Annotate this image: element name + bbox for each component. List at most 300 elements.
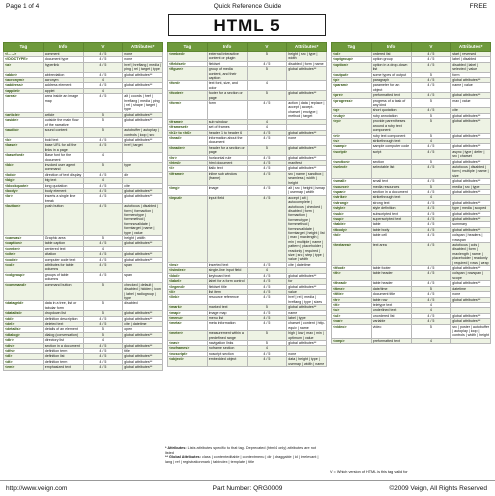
cell-tag: <h1> to <h6> [168, 130, 208, 135]
cell-v: 4 / 5 [83, 257, 123, 262]
cell-v: 5 [83, 112, 123, 117]
cell-attrs: cite | datetime [287, 262, 327, 267]
cell-info: fieldset [207, 61, 247, 66]
cell-v: 4 / 5 [83, 188, 123, 193]
cell-tag: <link> [168, 295, 208, 305]
cell-info: progress of a task of any kind [371, 98, 411, 108]
cell-info: short quotation [371, 108, 411, 113]
cell-tag: <!DOCTYPE> [4, 57, 44, 62]
cell-v: 5 [411, 133, 451, 138]
cell-attrs: global attributes** [451, 319, 491, 324]
cell-v: 4 / 5 [83, 137, 123, 142]
cell-attrs: form [451, 72, 491, 77]
cell-tag: <table> [332, 222, 372, 227]
cell-attrs: global attributes** [123, 137, 163, 142]
cell-v: 4 [247, 268, 287, 273]
cell-v: 4 / 5 [247, 321, 287, 331]
cell-v: 5 [411, 184, 451, 189]
column-header-attributes: Attributes* [287, 43, 327, 52]
cell-v: 4 [411, 302, 451, 307]
cell-tag: <title> [332, 292, 372, 297]
cell-info: noscript section [207, 351, 247, 356]
cell-info: form [207, 101, 247, 120]
cell-v: 4 / 5 [83, 272, 123, 282]
cell-tag: <bb> [4, 162, 44, 172]
cell-attrs: value [287, 289, 327, 294]
cell-info: definition term [43, 348, 83, 353]
cell-tag: <li> [168, 289, 208, 294]
cell-info: horizontal rule [207, 155, 247, 160]
table-row [4, 282, 163, 301]
cell-tag: <datalist> [4, 311, 44, 316]
cell-attrs: global attributes** [123, 241, 163, 246]
table-row [4, 301, 163, 311]
copyright: ©2009 Veign, All Rights Reserved [389, 485, 487, 492]
cell-v: 5 [83, 327, 123, 332]
cell-v: 4 / 5 [411, 271, 451, 281]
cell-tag: <tr> [332, 297, 372, 302]
cell-v: 5 [83, 128, 123, 138]
table-row [332, 98, 491, 108]
global-note-label: ** Global Attributes: [165, 455, 201, 460]
cell-v: 4 / 5 [83, 83, 123, 88]
cell-attrs: media | src | type [451, 184, 491, 189]
cell-tag: <object> [168, 357, 208, 367]
cell-info: text area [371, 243, 411, 266]
cell-attrs: autobuffer | autoplay | controls | loop | src [123, 128, 163, 138]
cell-v: 4 / 5 [247, 130, 287, 135]
cell-attrs: none [451, 292, 491, 297]
cell-attrs: data | height | type | usemap | width | name [287, 357, 327, 367]
reference-column-1 [3, 42, 163, 371]
cell-v: 4 / 5 [247, 279, 287, 284]
cell-info: document type [43, 57, 83, 62]
cell-tag: <em> [4, 365, 44, 370]
cell-tag: <progress> [332, 98, 372, 108]
cell-v: 4 [83, 246, 123, 251]
cell-attrs: none [287, 135, 327, 145]
cell-attrs: action | data | replace | accept | accept-charset | enctype | method | target [287, 101, 327, 120]
table-row [168, 295, 327, 305]
cell-tag: <code> [4, 257, 44, 262]
cell-tag: <s> [332, 138, 372, 143]
cell-tag: <q> [332, 108, 372, 113]
cell-tag: <acronym> [4, 78, 44, 83]
table-row [168, 67, 327, 81]
column-header-info: Info [371, 43, 411, 52]
cell-attrs: global attributes** [451, 217, 491, 222]
cell-tag: <a> [4, 62, 44, 72]
cell-tag: <body> [4, 188, 44, 193]
cell-tag: <html> [168, 160, 208, 165]
cell-tag: <map> [168, 310, 208, 315]
cell-attrs: global attributes** [287, 67, 327, 81]
cell-tag: <noframes> [168, 346, 208, 351]
cell-tag: <dir> [4, 338, 44, 343]
cell-tag: <script> [332, 149, 372, 159]
table-row [332, 149, 491, 159]
cell-tag: <source> [332, 184, 372, 189]
cell-info: external interactive content or plugin [207, 52, 247, 62]
cell-v: 4 [247, 125, 287, 130]
cell-info: base URL for all the links in a page [43, 143, 83, 153]
cell-v: 4 / 5 [247, 262, 287, 267]
cell-tag: <isindex> [168, 268, 208, 273]
cell-v: 4 / 5 [411, 292, 451, 297]
cell-info: noframe section [207, 346, 247, 351]
cell-attrs: async | type | defer | src | charset [451, 149, 491, 159]
cell-v: 4 / 5 [411, 319, 451, 324]
cell-v: 4 / 5 [411, 164, 451, 178]
cell-info: set of frames [207, 125, 247, 130]
cell-info: measurement within a predefined range [207, 331, 247, 341]
table-row [4, 162, 163, 172]
cell-tag: <i> [168, 166, 208, 171]
footer-url[interactable]: http://www.veign.com [6, 485, 68, 492]
cell-attrs: type [123, 162, 163, 172]
cell-attrs: global attributes** [287, 130, 327, 135]
cell-attrs: href | rel | media | hreflang | type | sizes [287, 295, 327, 305]
cell-v: 4 / 5 [411, 313, 451, 318]
cell-info: label for a form control [207, 279, 247, 284]
cell-attrs: height | width [123, 236, 163, 241]
cell-info: push button [43, 204, 83, 236]
cell-attrs: autofocus | disabled | form | formaction | formenctype | formmethod | formnovalidate | formtarget | name | type | value [123, 204, 163, 236]
cell-v: 5 [247, 67, 287, 81]
cell-info: table cell [371, 233, 411, 243]
cell-attrs: alt | src | height | ismap | usemap | width [288, 185, 326, 195]
table-row [4, 272, 163, 282]
cell-attrs: global attributes** [287, 166, 327, 171]
cell-v: 4 / 5 [411, 200, 451, 205]
column-header-info: Info [207, 43, 247, 52]
version-legend: V = Which version of HTML is this tag valid for [330, 470, 408, 474]
cell-tag: <u> [332, 308, 372, 313]
table-row [332, 233, 491, 243]
cell-tag: <blockquote> [4, 183, 44, 188]
cell-tag: <dfn> [4, 348, 44, 353]
cell-attrs: global attributes** [451, 93, 491, 98]
cell-info: variable [371, 319, 411, 324]
cell-info: text font, size, and color [207, 81, 247, 91]
cell-v: 4 / 5 [83, 241, 123, 246]
cell-info: selectable list [371, 164, 411, 178]
cell-attrs: colspan | rowspan | scope [451, 271, 491, 281]
cell-v: 5 [83, 162, 123, 172]
cell-v: 4 / 5 [247, 289, 287, 294]
cell-attrs: disabled | label | selected | value [451, 62, 491, 72]
cell-info: acronym [43, 78, 83, 83]
cell-v: 4 / 5 [247, 155, 287, 160]
part-number: Part Number: QRG0009 [212, 485, 283, 492]
cell-tag: <img> [168, 185, 208, 195]
cell-attrs: disabled | form | name [287, 61, 327, 66]
cell-v: 4 / 5 [411, 78, 451, 83]
cell-attrs: global attributes** [287, 340, 327, 345]
cell-info: list item [207, 289, 247, 294]
cell-tag: <video> [332, 324, 372, 338]
cell-tag: <audio> [4, 128, 44, 138]
cell-info: ordered list [371, 52, 411, 57]
cell-v: 4 / 5 [83, 183, 123, 188]
cell-info: definition list [43, 354, 83, 359]
tag-table [167, 42, 327, 367]
cell-tag: <ruby> [332, 113, 372, 118]
cell-info: some types of output [371, 72, 411, 77]
cell-tag: <canvas> [4, 236, 44, 241]
attributes-note: Lists attributes specific to that tag. Deprecated (html4 only) attributes are not listed [165, 446, 316, 455]
table-row [4, 118, 163, 128]
cell-attrs [287, 81, 327, 91]
cell-attrs: global attributes** [287, 305, 327, 310]
cell-v: 5 [83, 282, 123, 301]
cell-info: directory list [43, 338, 83, 343]
table-row [168, 357, 327, 367]
cell-tag: <kbd> [168, 273, 208, 278]
cell-v: 4 [83, 338, 123, 343]
cell-info: group of media content, and their caption [207, 67, 247, 81]
attributes-note-label: * Attributes: [165, 446, 187, 450]
cell-attrs: global attributes** [287, 273, 327, 278]
cell-attrs: global attributes** [123, 72, 163, 77]
cell-info: resource reference [207, 295, 247, 305]
cell-v: 4 / 5 [83, 52, 123, 57]
cell-tag: <area> [4, 94, 44, 113]
cell-v: 4 / 5 [247, 351, 287, 356]
cell-info: script [371, 149, 411, 159]
cell-attrs: global attributes** [451, 113, 491, 118]
cell-tag: <article> [4, 112, 44, 117]
cell-tag: <option> [332, 62, 372, 72]
table-row [168, 171, 327, 185]
table-row [4, 143, 163, 153]
cell-info: image [207, 185, 247, 195]
cell-v: 4 / 5 [411, 179, 451, 184]
cell-attrs: height | src | type | width [287, 52, 327, 62]
cell-tag: <bdo> [4, 172, 44, 177]
column-header-tag: Tag [4, 43, 44, 52]
cell-tag: <abbr> [4, 72, 44, 77]
cell-info: header for a section or page [207, 145, 247, 155]
table-row [4, 204, 163, 236]
table-row [168, 135, 327, 145]
cell-tag: <samp> [332, 144, 372, 149]
cell-v: 4 / 5 [83, 316, 123, 321]
cell-attrs: global attributes** [287, 145, 327, 155]
cell-tag: <caption> [4, 241, 44, 246]
column-header-info: Info [43, 43, 83, 52]
cell-v: 4 / 5 [83, 72, 123, 77]
column-header-tag: Tag [332, 43, 372, 52]
table-row [4, 94, 163, 113]
table-row [4, 153, 163, 163]
cell-tag: <input> [168, 195, 208, 262]
tag-table [331, 42, 491, 344]
page-indicator: Page 1 of 4 [6, 3, 40, 10]
cell-v: 4 / 5 [83, 263, 123, 273]
table-row [4, 365, 163, 370]
cell-tag: <rp> [332, 119, 372, 133]
cell-tag: <button> [4, 204, 44, 236]
cell-v: 5 [411, 286, 451, 291]
cell-v: 5 [83, 311, 123, 316]
cell-tag: <select> [332, 164, 372, 178]
cell-tag: <br> [4, 194, 44, 204]
cell-info: abbreviation [43, 72, 83, 77]
cell-info: details of an element [43, 327, 83, 332]
cell-attrs: manifest [287, 160, 327, 165]
cell-attrs: label | disabled [451, 57, 491, 62]
cell-tag: <menu> [168, 315, 208, 320]
cell-v: 4 / 5 [411, 227, 451, 232]
cell-tag: <div> [4, 343, 44, 348]
cell-info: video [371, 324, 411, 338]
cell-tag: <optgroup> [332, 57, 372, 62]
cell-attrs: autofocus | disabled | form | multiple | name | size [452, 164, 489, 178]
cell-info: teletype text [371, 302, 411, 307]
cell-v: 5 [411, 119, 451, 133]
cell-attrs: name | value [451, 83, 491, 93]
cell-info: groups of table columns [43, 272, 83, 282]
cell-v: 4 / 5 [411, 206, 451, 211]
cell-attrs: cite | datetime [123, 321, 163, 326]
cell-attrs: disabled [123, 301, 163, 311]
cell-tag: <mark> [168, 305, 208, 310]
cell-v: 4 / 5 [411, 108, 451, 113]
cell-tag: <legend> [168, 284, 208, 289]
cell-info: table header [371, 281, 411, 286]
cell-tag: <dialog> [4, 332, 44, 337]
cell-v: 4 / 5 [247, 310, 287, 315]
cell-tag: <time> [332, 286, 372, 291]
cell-v: 4 / 5 [411, 52, 451, 57]
cell-tag: <meter> [168, 331, 208, 341]
cell-v: 4 / 5 [411, 144, 451, 149]
cell-v: 4 / 5 [83, 365, 123, 370]
cell-attrs: href | hreflang | media | ping | rel | target | type [124, 62, 162, 72]
reference-column-3 [331, 42, 491, 344]
cell-v: 4 / 5 [411, 266, 451, 271]
cell-tag: <command> [4, 282, 44, 301]
cell-tag: <span> [332, 189, 372, 194]
table-row [332, 62, 491, 72]
cell-attrs: global attributes** [123, 112, 163, 117]
cell-v: 4 / 5 [83, 359, 123, 364]
cell-v: 4 / 5 [247, 273, 287, 278]
cell-v: 4 / 5 [83, 57, 123, 62]
table-row [332, 119, 491, 133]
cell-attrs: charset | content | http-equiv | name [288, 321, 325, 330]
cell-attrs: none [123, 52, 163, 57]
cell-v: 4 / 5 [411, 62, 451, 72]
cell-v: 4 / 5 [411, 233, 451, 243]
cell-attrs: start | reversed [451, 52, 491, 57]
cell-attrs: href | target [123, 143, 163, 153]
cell-v: 4 / 5 [83, 252, 123, 257]
cell-v: 4 / 5 [411, 93, 451, 98]
cell-info: computer code text [43, 257, 83, 262]
cell-tag: <fieldset> [168, 61, 208, 66]
cell-info: table footer [371, 266, 411, 271]
cell-info: provide parentheses around a ruby text component [371, 119, 411, 133]
cell-attrs: max | value [451, 98, 491, 108]
cell-attrs: alt | coords | href | hreflang | media | ping | rel | shape | target | type [123, 94, 163, 113]
cell-info: inserts a single line break [43, 194, 83, 204]
cell-attrs: global attributes** [123, 332, 163, 337]
cell-info: sub window [207, 119, 247, 124]
cell-info: fieldset title [207, 284, 247, 289]
cell-info: emphasized text [43, 365, 83, 370]
cell-tag: <sup> [332, 217, 372, 222]
cell-tag: <figure> [168, 67, 208, 81]
cell-info: area inside an image map [43, 94, 83, 113]
cell-attrs: src | name | sandbox | seamless | width | height [287, 171, 327, 185]
reference-column-2 [167, 42, 327, 367]
cell-tag: <textarea> [332, 243, 372, 266]
table-row [168, 101, 327, 120]
cell-info: citation [43, 252, 83, 257]
cell-v: 4 [247, 119, 287, 124]
cell-info: subscripted text [371, 211, 411, 216]
cell-tag: <form> [168, 101, 208, 120]
cell-attrs: autofocus | cols | disabled | form | maxlength | name | placeholder | readonly | required | rows | wrap [452, 243, 489, 265]
cell-attrs: accept | alt | autocomplete | autofocus | checked | disabled | form | formaction | formenctype | formmethod | formnovalidate | formtarget | height | list | max | maxlength | min | multiple | name | pattern | placeholder | readonly | required | size | src | step | type | value | width [288, 195, 325, 262]
cell-v: 4 [247, 81, 287, 91]
cell-info: preformatted text [371, 93, 411, 98]
cell-v: 5 [247, 52, 287, 62]
cell-v: 5 [411, 72, 451, 77]
footer [0, 480, 495, 496]
cell-info: underlined text [371, 308, 411, 313]
cell-attrs [451, 338, 491, 343]
cell-attrs: title [123, 348, 163, 353]
table-header-row [4, 43, 163, 52]
cell-v: 5 [247, 305, 287, 310]
cell-v: 4 / 5 [411, 243, 451, 266]
cell-tag: <noscript> [168, 351, 208, 356]
cell-info: article [43, 112, 83, 117]
cell-v: 4 / 5 [411, 297, 451, 302]
cell-tag: <font> [168, 81, 208, 91]
cell-tag: <ul> [332, 313, 372, 318]
cell-info: hyperlink [43, 62, 83, 72]
table-row [332, 243, 491, 266]
cell-v: 4 [411, 338, 451, 343]
cell-attrs: src | poster | autobuffer | autoplay | loop | controls | width | height [452, 324, 490, 338]
cell-info: table body [371, 227, 411, 232]
table-row [332, 338, 491, 343]
column-header-v: V [83, 43, 123, 52]
table-row [332, 164, 491, 178]
cell-tag: <address> [4, 83, 44, 88]
cell-tag: <pre> [332, 93, 372, 98]
cell-tag: <meta> [168, 321, 208, 331]
tag-table [3, 42, 163, 371]
cell-info: meta information [207, 321, 247, 331]
cell-tag: <thead> [332, 281, 372, 286]
cell-info: ruby annotation [371, 113, 411, 118]
cell-attrs: for [287, 279, 327, 284]
cell-v: 4 / 5 [247, 185, 287, 195]
cell-v: 4 / 5 [247, 284, 287, 289]
cell-attrs: summary [451, 222, 491, 227]
cell-info: ruby text component [371, 133, 411, 138]
table-row [332, 83, 491, 93]
cell-tag: <strong> [332, 200, 372, 205]
cell-v: 5 [83, 236, 123, 241]
cell-info: sample computer code [372, 144, 410, 149]
cell-attrs: global attributes** [123, 365, 163, 370]
